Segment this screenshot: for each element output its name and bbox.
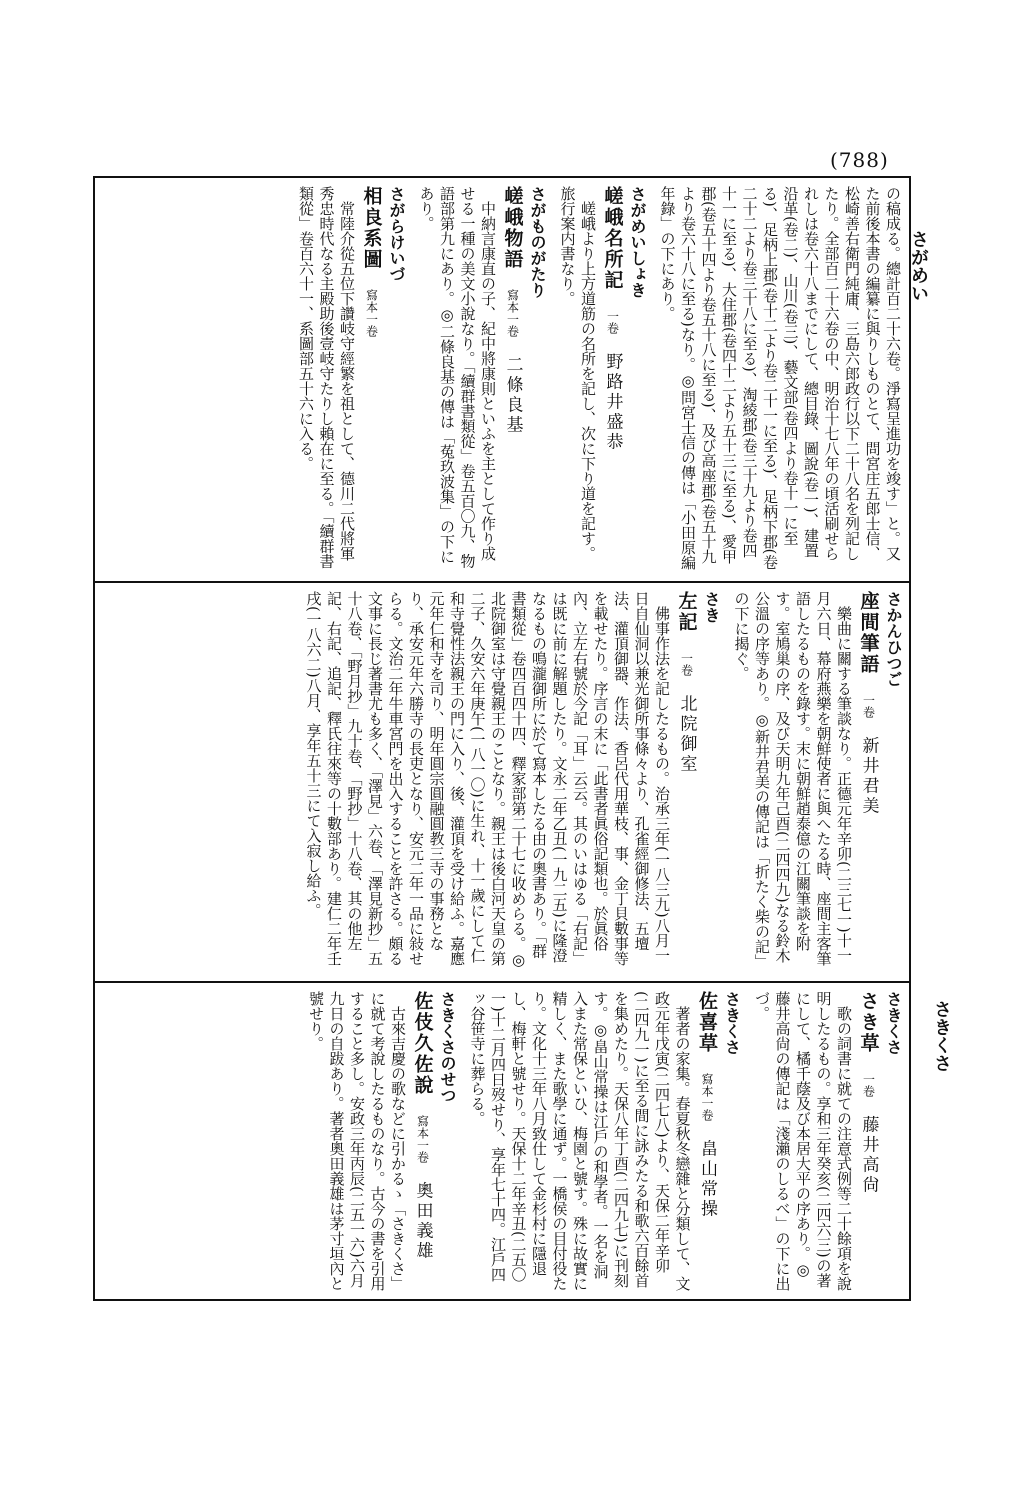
entry-title-line xyxy=(361,186,382,572)
entry-body: の稿成る。總計百二十六卷。淨寫呈進功を竣す」と。又た前後本書の編纂に與りしものとて、問宮庄五郎士信、松崎善右衛門純庸、三島六郎政行以下二十八名を列記したり。全部百二十六卷の中、明治十七八年の頃活刷せられしは卷六十八までにして、總目錄、圖說(卷一)、建置沿革(卷二)、山川(卷三)、藝文部(卷四より卷十一に至る)、足柄上郡(卷十二より卷二十一に至る)、足柄下郡(卷二十二より卷三十八に至る)、淘綾郡(卷三十九より卷四十一に至る)、大住郡(卷四十二より五十三に至る)、愛甲郡(卷五十四より卷五十八に至る)、及び高座郡(卷五十九より卷六十八に至る)なり。◎問宮士信の傳は「小田原編年錄」の下にあり。 xyxy=(658,186,902,570)
entry-kana: さきくさのせつ xyxy=(438,991,457,1103)
entry xyxy=(557,186,647,572)
entry-kana: さき xyxy=(702,591,721,623)
entry xyxy=(303,591,721,972)
entry-body: 歌の詞書に就ての注意式例等二十餘項を說明したるもの。享和三年癸亥(二四六三)の著にして、橘千蔭及び本居大平の序あり。◎藤井高尙の傳記は「淺瀨のしるべ」の下に出づ。 xyxy=(753,991,853,1291)
entry-body: 樂曲に關する筆談なり。正德元年辛卯(二三七一)十一月六日、幕府燕樂を朝鮮使者に與へたる時、座間主客筆語したるものを錄す。末に朝鮮趙泰億の江關筆談を附す。室鳩巢の序、及び天明九年己酉(二四四九)なる鈴木公溫の序等あり。◎新井君美の傳記は「折たく柴の記」の下に揭ぐ。 xyxy=(732,591,853,969)
entry-author: 藤井高尙 xyxy=(858,1115,879,1196)
page-number: (788) xyxy=(830,148,889,172)
margin-head-bottom: さきくさ xyxy=(931,1000,952,1072)
entry-volume: 一卷 xyxy=(679,651,694,676)
entry-body: 中納言康直の子、紀中將康則といふを主として作り成せる一種の美文小說なり。「續群書類從」卷五百〇九、物語部第九にあり。◎二條良基の傳は「菟玖波集」の下にあり。 xyxy=(417,186,497,569)
entry-author: 畠山常操 xyxy=(697,1139,717,1220)
entry-title: 佐伎久佐說 xyxy=(411,991,434,1096)
entry-title: 相良系圖 xyxy=(360,186,383,270)
entry-author: 新井君美 xyxy=(858,736,879,817)
entry-kana: さがらけいづ xyxy=(387,186,406,282)
entry-kana: さきくさ xyxy=(722,991,742,1055)
band-middle xyxy=(95,583,909,980)
entry-title: 嵯峨名所記 xyxy=(601,186,624,291)
entry-volume: 寫本一卷 xyxy=(415,1114,430,1163)
entry xyxy=(296,186,407,572)
entry-author: 二條良基 xyxy=(502,355,523,436)
band-top xyxy=(95,178,909,580)
margin-head-top: さがめい xyxy=(908,230,929,302)
entry-title: 佐喜草 xyxy=(696,991,718,1054)
entry xyxy=(306,991,458,1291)
entry-kana: さかんひつご xyxy=(884,591,903,687)
entry-title-line xyxy=(697,991,718,1291)
page-frame xyxy=(93,176,911,1301)
entry-kana: さがものがたり xyxy=(528,186,547,298)
entry-title-line xyxy=(602,186,623,572)
entry-title-line xyxy=(502,186,523,572)
entry-author: 北院御室 xyxy=(676,694,697,775)
entry-continuation xyxy=(657,186,903,572)
entry xyxy=(731,591,903,972)
entry-author: 奧田義雄 xyxy=(412,1181,433,1262)
entry-volume: 寫本一卷 xyxy=(505,288,520,337)
entry-volume: 一卷 xyxy=(861,1072,876,1097)
entry-body: 著者の家集。春夏秋冬戀雜と分類して、文政元年戊寅(二四七八)より、天保二年辛卯(二四九一)に至る間に詠みたる和歌六百餘首を集めたり。天保八年丁酉(二四九七)に刊刻す。◎畠山常操は江戶の和學者。一名を洞入また常保といひ、梅園と號す。殊に故實に精しく、また歌學に通ず。一橋侯の目付役たり。文化十三年八月致仕して金杉村に隱退し、梅軒と號せり。天保十二年辛丑(二五〇一)十二月四日歿せり、享年七十四。江戶四ッ谷笹寺に葬らる。 xyxy=(468,991,692,1291)
entry-volume: 一卷 xyxy=(861,693,876,718)
band-bottom xyxy=(95,983,909,1299)
entry-author: 野路井盛恭 xyxy=(602,352,623,453)
entry-body: 嵯峨より上方道筋の名所を記し、次に下り道を記す。旅行案内書なり。 xyxy=(558,186,597,561)
entry xyxy=(416,186,547,572)
entry-title-line xyxy=(676,591,697,972)
entry-body: 常陸介從五位下讚岐守經繁を祖として、德川二代將軍秀忠時代なる主殿助後壹岐守たりし賴在に至る。「續群書類從」卷百六十一、系圖部五十六に入る。 xyxy=(297,186,356,569)
entry-kana: さきくさ xyxy=(884,991,903,1055)
entry-body: 古來吉慶の歌などに引かるゝ「さきくさ」に就て考說したるものなり。古今の書を引用すること多し。安政三年丙辰(二五一六)六月九日の自跋あり。著者奧田義雄は茅寸垣內と號せり。 xyxy=(307,991,407,1291)
entry-title: さき草 xyxy=(857,991,880,1054)
entry-title-line xyxy=(858,591,879,972)
entry-title-line xyxy=(412,991,433,1291)
entry-volume: 寫本一卷 xyxy=(364,288,379,337)
entry-title: 嵯峨物語 xyxy=(501,186,524,270)
entry-body: 佛事作法を記したるもの。治承三年(一八三九)八月一日自仙洞以兼光御所事條々より、孔雀經御修法、五壇法、灌頂御器、作法、香呂代用華枝、事、金丁貝數事等を載せたり。序言の末に「此書者眞俗記類也。於眞俗內、立左右號於今記「耳」云云。其のいはゆる「右記」は既に前に解題したり。文永二年乙丑(一九二五)に隆澄なるもの鳴瀧御所に於て寫本したる由の奧書あり。「群書類從」卷四百四十四、釋家部第二十七に收めらる。◎北院御室は守覺親王のことなり。親王は後白河天皇の第二子、久安六年庚午(一八一〇)に生れ、十一歲にして仁和寺覺性法親王の門に入り、後、灌頂を受け給ふ。嘉應元年仁和寺を司り、明年圓宗圓融圓教三寺の事務となり、承安元年六勝寺の長吏となり、安元二年一品に敍せらる。文治二年牛車宮門を出入することを許さる。頗る文事に長じ著書尤も多く、「澤見」六卷、「澤見新抄」五十八卷、「野月抄」九十卷、「野抄」十八卷、其の他左記、右記、追記、釋氏往來等の十數部あり。建仁二年壬戌(一八六二)八月、享年五十三にて入寂し給ふ。 xyxy=(304,591,671,969)
entry-volume: 一卷 xyxy=(605,309,620,334)
entry-title-line xyxy=(858,991,879,1291)
entry-volume: 寫本一卷 xyxy=(700,1072,714,1121)
entry-title: 座間筆語 xyxy=(857,591,880,675)
entry-title: 左記 xyxy=(675,591,698,633)
entry xyxy=(752,991,904,1291)
entry xyxy=(467,991,742,1291)
entry-kana: さがめいしょき xyxy=(628,186,647,298)
